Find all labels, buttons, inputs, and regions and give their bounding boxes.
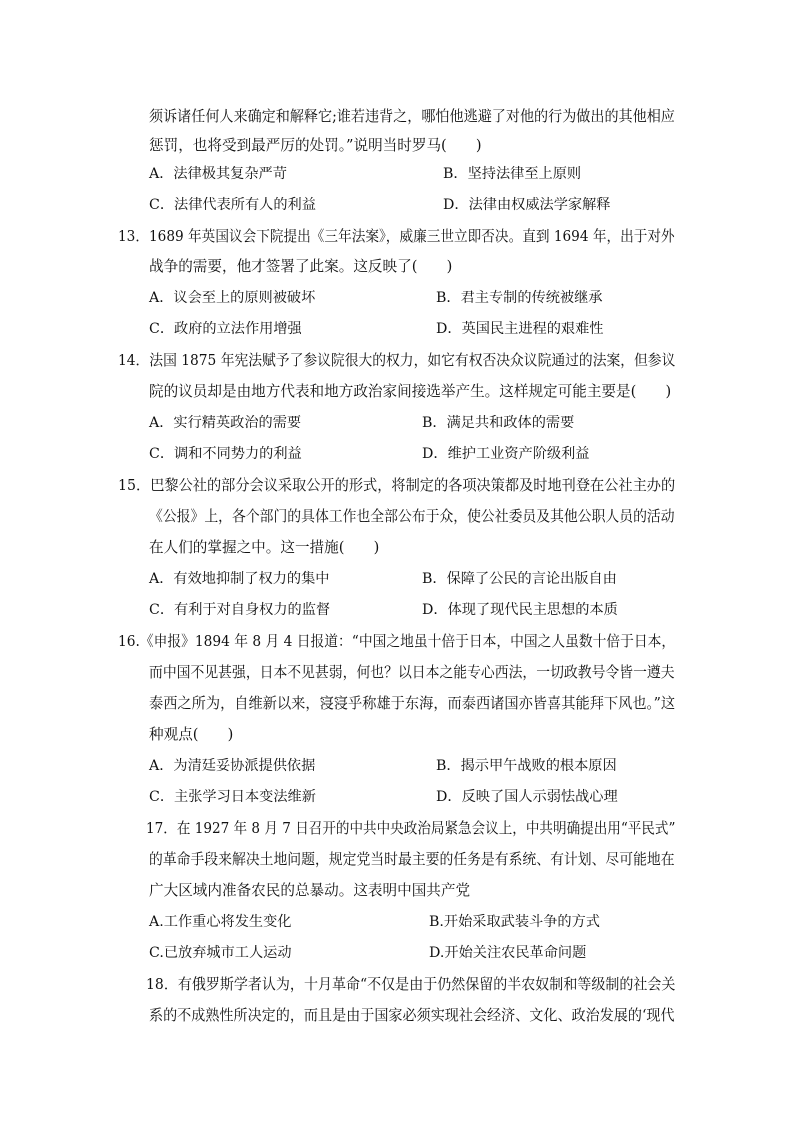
q17-stem-line-3: 广大区域内准备农民的总暴动。这表明中国共产党 [149, 882, 471, 899]
q14-stem-line-1: 14．法国 1875 年宪法赋予了参议院很大的权力，如它有权否决众议院通过的法案，但参议 [118, 352, 676, 369]
q17-option-a[interactable]: A.工作重心将发生变化 [149, 914, 292, 930]
q14-option-c[interactable]: C．调和不同势力的利益 [149, 446, 302, 462]
q12-stem-line-2: 惩罚，也将受到最严厉的处罚。”说明当时罗马( ) [149, 137, 482, 154]
q13-stem-line-1: 13．1689 年英国议会下院提出《三年法案》，威廉三世立即否决。直到 1694 年，出于对外 [118, 228, 675, 245]
q15-stem-line-1: 15．巴黎公社的部分会议采取公开的形式，将制定的各项决策都及时地刊登在公社主办的 [118, 477, 676, 494]
q14-option-d[interactable]: D．维护工业资产阶级利益 [422, 446, 590, 462]
q13-option-b[interactable]: B．君主专制的传统被继承 [436, 290, 603, 306]
q18-stem-line-1: 18．有俄罗斯学者认为，十月革命“不仅是由于仍然保留的半农奴制和等级制的社会关 [146, 976, 676, 993]
q16-option-b[interactable]: B．揭示甲午战败的根本原因 [436, 758, 617, 774]
q16-option-c[interactable]: C．主张学习日本变法维新 [149, 789, 316, 805]
q15-stem-line-3: 在人们的掌握之中。这一措施( ) [149, 539, 380, 556]
q12-option-a[interactable]: A．法律极其复杂严苛 [149, 166, 287, 182]
q15-stem-line-2: 《公报》上，各个部门的具体工作也全部公布于众，使公社委员及其他公职人员的活动 [149, 508, 675, 525]
q12-stem-line-1: 须诉诸任何人来确定和解释它;谁若违背之，哪怕他逃避了对他的行为做出的其他相应 [149, 108, 675, 125]
q15-option-b[interactable]: B．保障了公民的言论出版自由 [422, 571, 617, 587]
q17-option-d[interactable]: D.开始关注农民革命问题 [429, 945, 587, 961]
q14-option-a[interactable]: A．实行精英政治的需要 [149, 415, 302, 431]
q14-stem-line-2: 院的议员却是由地方代表和地方政治家间接选举产生。这样规定可能主要是( ) [149, 383, 672, 400]
q18-stem-line-2: 系的不成熟性所决定的，而且是由于国家必须实现社会经济、文化、政治发展的‘现代 [149, 1007, 675, 1024]
q12-option-d[interactable]: D．法律由权威法学家解释 [443, 197, 611, 213]
q16-option-d[interactable]: D．反映了国人示弱怯战心理 [436, 789, 618, 805]
q17-option-c[interactable]: C.已放弃城市工人运动 [149, 945, 292, 961]
q15-option-c[interactable]: C．有利于对自身权力的监督 [149, 602, 331, 618]
q17-stem-line-1: 17．在 1927 年 8 月 7 日召开的中共中央政治局紧急会议上，中共明确提出用“平民式” [146, 820, 676, 837]
q13-option-c[interactable]: C．政府的立法作用增强 [149, 321, 302, 337]
q13-stem-line-2: 战争的需要，他才签署了此案。这反映了( ) [149, 258, 453, 275]
q16-option-a[interactable]: A．为清廷妥协派提供依据 [149, 758, 316, 774]
q17-option-b[interactable]: B.开始采取武装斗争的方式 [429, 914, 600, 930]
q16-stem-line-2: 而中国不见甚强，日本不见甚弱，何也？以日本之能专心西法，一切政教号令皆一遵夫 [149, 664, 675, 681]
q13-option-a[interactable]: A．议会至上的原则被破坏 [149, 290, 316, 306]
q13-option-d[interactable]: D．英国民主进程的艰难性 [436, 321, 604, 337]
q15-option-d[interactable]: D．体现了现代民主思想的本质 [422, 602, 618, 618]
q14-option-b[interactable]: B．满足共和政体的需要 [422, 415, 575, 431]
q15-option-a[interactable]: A．有效地抑制了权力的集中 [149, 571, 330, 587]
q16-stem-line-3: 泰西之所为，自维新以来，寖寖乎称雄于东海，而泰西诸国亦皆喜其能拜下风也。”这 [149, 695, 676, 712]
q16-stem-line-4: 种观点( ) [149, 726, 234, 743]
q12-option-c[interactable]: C．法律代表所有人的利益 [149, 197, 316, 213]
q12-option-b[interactable]: B．坚持法律至上原则 [443, 166, 582, 182]
q16-stem-line-1: 16.《申报》1894 年 8 月 4 日报道：“中国之地虽十倍于日本，中国之人虽数十倍于日本， [118, 633, 676, 650]
q17-stem-line-2: 的革命手段来解决土地问题，规定党当时最主要的任务是有系统、有计划、尽可能地在 [149, 851, 675, 868]
